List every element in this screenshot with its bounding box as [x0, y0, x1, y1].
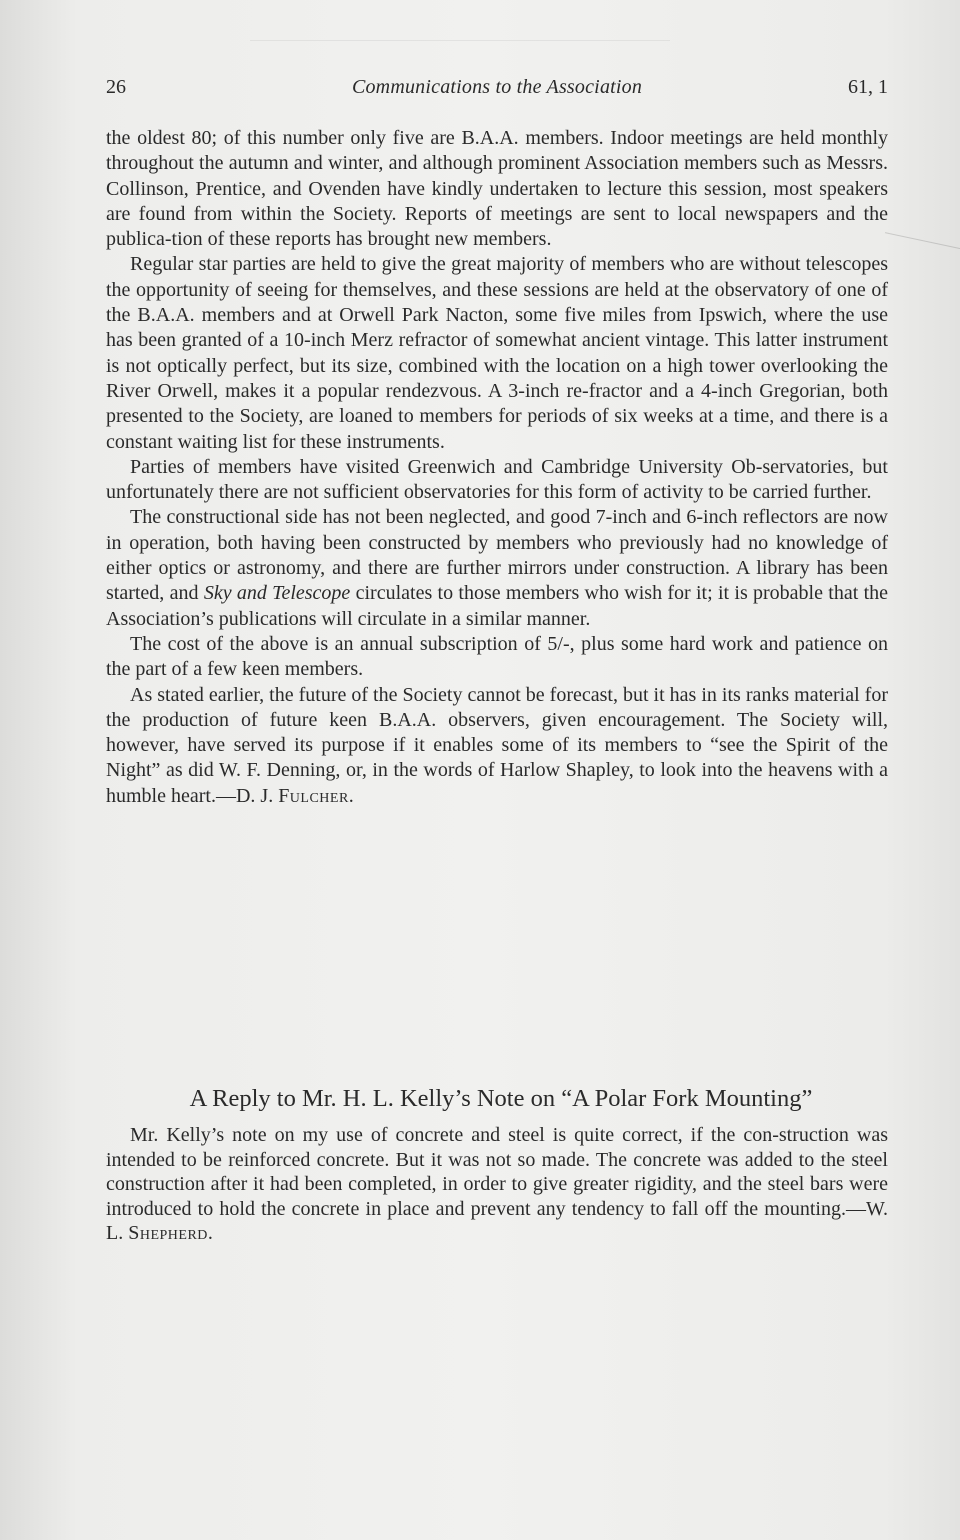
author-signature: Fulcher. [278, 784, 355, 807]
reply-heading: A Reply to Mr. H. L. Kelly’s Note on “A Polar Fork Mounting” [189, 1085, 813, 1112]
paragraph-construction [106, 505, 888, 631]
conclusion-text: As stated earlier, the future of the Society cannot be forecast, but it has in its ranks material for the production of future keen B.A.A. observers, given encouragement. The Society will, however, have served its purpose if it enables some of its members to “see the Spirit of the Night” as did W. F. Denning, or, in the words of Harlow Shapley, to look into the heavens with a humble heart.—D. J. [106, 683, 888, 807]
reply-author-signature: Shepherd. [128, 1222, 214, 1245]
reply-body [106, 1123, 888, 1246]
paragraph-visits: Parties of members have visited Greenwich and Cambridge University Ob-servatories, but unfortunately there are not sufficient observatories for this form of activity to be carried further. [106, 455, 888, 504]
reply-paragraph [106, 1123, 888, 1246]
paragraph-cost: The cost of the above is an annual subscription of 5/-, plus some hard work and patience on the part of a few keen members. [106, 632, 888, 681]
page-number: 26 [106, 76, 126, 98]
page-fold-crease [877, 232, 960, 289]
running-header [106, 76, 888, 104]
construction-tail: circulates to those members who wish for it; it is probable that the Association’s publications will circulate in a similar manner. [106, 582, 889, 630]
volume-reference: 61, 1 [848, 76, 888, 98]
paragraph-conclusion [106, 683, 888, 809]
reply-text: Mr. Kelly’s note on my use of concrete and steel is quite correct, if the con-struction was intended to be reinforced concrete. But it was not so made. The concrete was added to the steel construction after it had been completed, in order to give greater rigidity, and the steel bars were introduced to hold the concrete in place and prevent any tendency to fall off the mounting.—W. L. [106, 1124, 888, 1245]
paragraph-star-parties: Regular star parties are held to give the great majority of members who are without telescopes the opportunity of seeing for themselves, and these sessions are held at the observatory of one of the B.A.A. members and at Orwell Park Nacton, some five miles from Ipswich, where the use has been granted of a 10-inch Merz refractor of somewhat ancient vintage. This latter instrument is not optically perfect, but its size, combined with the location on a high tower overlooking the River Orwell, makes it a popular rendezvous. A 3-inch re-fractor and a 4-inch Gregorian, both presented to the Society, are loaned to members for periods of six weeks at a time, and there is a constant waiting list for these instruments. [106, 253, 888, 453]
article-body [106, 126, 888, 809]
magazine-title: Sky and Telescope [203, 582, 351, 605]
paragraph-membership: the oldest 80; of this number only five are B.A.A. members. Indoor meetings are held monthly throughout the autumn and winter, and although prominent Association members such as Messrs. Collinson, Prentice, and Ovenden have kindly undertaken to lecture this session, most speakers are found from within the Society. Reports of meetings are sent to local newspapers and the publica-tion of these reports has brought new members. [106, 127, 888, 251]
running-title: Communications to the Association [351, 76, 643, 98]
construction-text: The constructional side has not been neglected, and good 7-inch and 6-inch reflectors are now in operation, both having been constructed by members who previously had no knowledge of either optics or astronomy, and there are further mirrors under construction. A library has been started, and [106, 506, 888, 605]
pencil-annotation [250, 0, 670, 41]
